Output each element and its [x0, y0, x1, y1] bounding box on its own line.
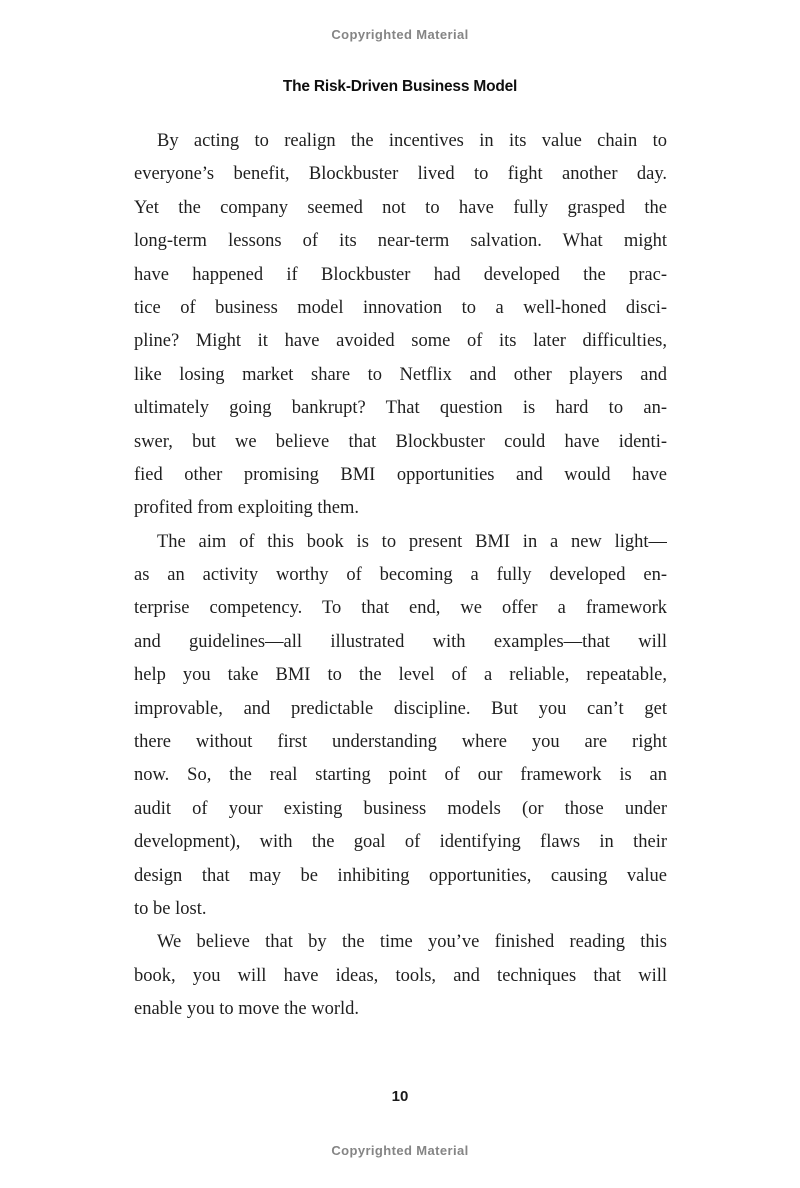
text-line: fied other promising BMI opportunities and would have — [134, 464, 667, 485]
text-line: Yet the company seemed not to have fully grasped the — [134, 197, 667, 218]
text-line: ultimately going bankrupt? That question is hard to an- — [134, 398, 667, 419]
text-line: tice of business model innovation to a well-honed disci- — [134, 297, 667, 318]
text-line: book, you will have ideas, tools, and techniques that will — [134, 965, 667, 986]
paragraph — [134, 125, 667, 526]
text-line: design that may be inhibiting opportunities, causing value — [134, 865, 667, 886]
text-line: to be lost. — [134, 898, 207, 919]
text-line: everyone’s benefit, Blockbuster lived to fight another day. — [134, 164, 667, 185]
top-copyright-notice: Copyrighted Material — [331, 27, 469, 42]
text-line: We believe that by the time you’ve finished reading this — [157, 932, 667, 953]
text-line: profited from exploiting them. — [134, 498, 360, 519]
text-line: swer, but we believe that Blockbuster could have identi- — [134, 431, 667, 452]
paragraph — [134, 526, 667, 927]
paragraph — [134, 926, 667, 1026]
text-line: improvable, and predictable discipline. But you can’t get — [134, 698, 667, 719]
text-line: development), with the goal of identifying flaws in their — [134, 832, 667, 853]
text-line: there without first understanding where you are right — [134, 732, 667, 753]
text-line: help you take BMI to the level of a reliable, repeatable, — [134, 665, 667, 686]
text-line: long-term lessons of its near-term salvation. What might — [134, 231, 667, 252]
text-line: now. So, the real starting point of our framework is an — [134, 765, 667, 786]
body-text — [134, 125, 667, 1027]
text-line: pline? Might it have avoided some of its later difficulties, — [134, 331, 667, 352]
text-line: have happened if Blockbuster had developed the prac- — [134, 264, 667, 285]
text-line: and guidelines—all illustrated with examples—that will — [134, 631, 667, 652]
bottom-copyright-notice: Copyrighted Material — [331, 1143, 469, 1158]
page-number: 10 — [391, 1088, 409, 1105]
text-line: enable you to move the world. — [134, 999, 360, 1020]
text-line: audit of your existing business models (or those under — [134, 798, 667, 819]
text-line: terprise competency. To that end, we offer a framework — [134, 598, 667, 619]
text-line: By acting to realign the incentives in its value chain to — [157, 131, 667, 151]
text-line: as an activity worthy of becoming a fully developed en- — [134, 565, 667, 586]
text-line: like losing market share to Netflix and other players and — [134, 364, 667, 385]
running-head: The Risk-Driven Business Model — [282, 78, 518, 95]
text-line: The aim of this book is to present BMI in a new light— — [157, 531, 667, 552]
